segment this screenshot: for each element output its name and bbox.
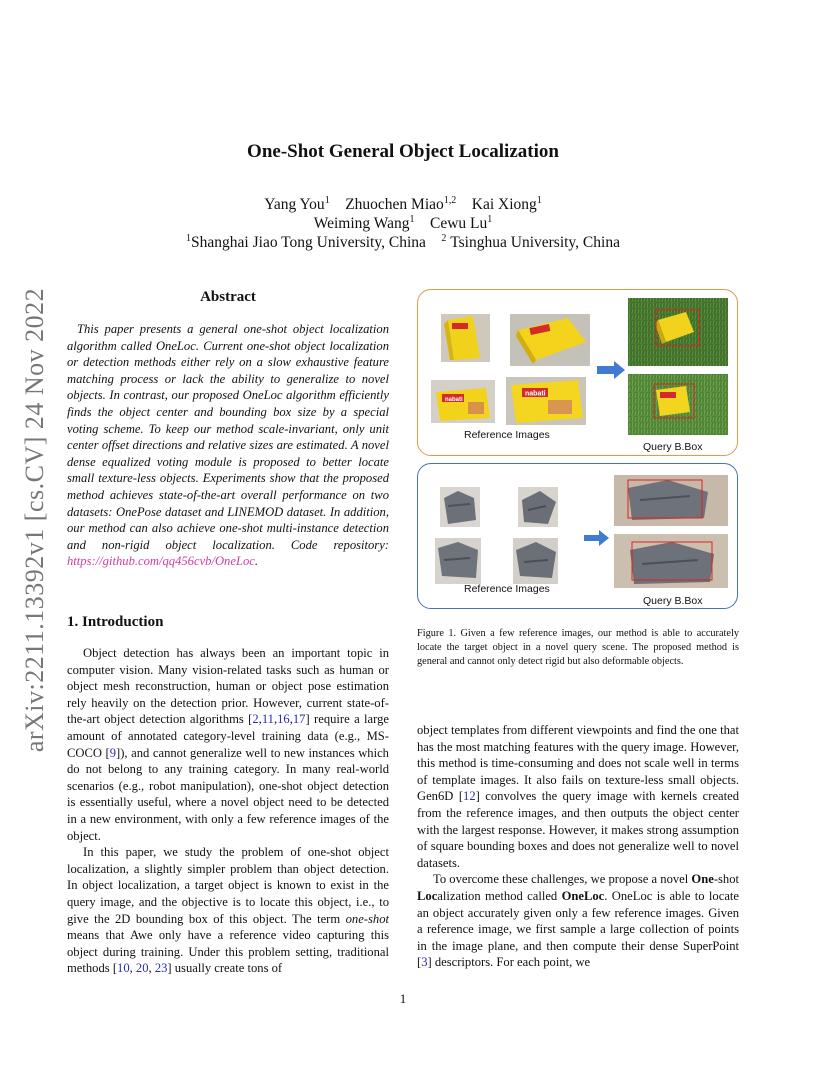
reference-images-label: Reference Images bbox=[464, 583, 550, 595]
reference-image bbox=[506, 377, 586, 425]
affiliations bbox=[0, 233, 806, 252]
author-affil: 1,2 bbox=[443, 195, 457, 206]
paper-title: One-Shot General Object Localization bbox=[247, 141, 559, 162]
right-column-text bbox=[417, 722, 739, 971]
intro-text bbox=[67, 645, 389, 977]
abstract-text: This paper presents a general one-shot object localization algorithm called OneLoc. Current one-shot object localization or detection methods either rely on a slow exhaustive feature matching process or lack the ability to generalize to novel objects. In contrast, our proposed OneLoc algorithm efficiently finds the object center and bounding box size by a special voting scheme. To keep our method scale-invariant, only unit center offset directions and relative sizes are estimated. A novel dense equalized voting module is proposed to better locate small texture-less objects. Experiments show that the proposed method achieves state-of-the-art overall performance on two datasets: OnePose dataset and LINEMOD dataset. In addition, our method can also achieve one-shot multi-instance detection and non-rigid object localization. Code repository: bbox=[67, 322, 389, 552]
bold-term: OneLoc bbox=[561, 888, 605, 903]
author: Yang You bbox=[264, 196, 325, 213]
citation[interactable]: 23 bbox=[154, 961, 168, 976]
citation[interactable]: 17 bbox=[292, 712, 306, 727]
reference-image bbox=[513, 538, 558, 584]
query-image bbox=[628, 298, 728, 366]
author: Cewu Lu bbox=[430, 215, 488, 232]
query-image bbox=[628, 374, 728, 435]
citation[interactable]: 12 bbox=[463, 789, 476, 804]
query-bbox-label: Query B.Box bbox=[643, 595, 703, 607]
emphasis: one-shot bbox=[345, 911, 389, 926]
section-heading-introduction: 1. Introduction bbox=[67, 614, 164, 630]
reference-image bbox=[441, 314, 490, 362]
affil-mark: 2 bbox=[441, 233, 447, 244]
arrow-icon bbox=[584, 530, 609, 546]
code-link[interactable]: https://github.com/qq456cvb/OneLoc bbox=[67, 554, 255, 569]
abstract-end: . bbox=[254, 554, 258, 569]
affil-mark: 1 bbox=[186, 233, 192, 244]
reference-image bbox=[518, 487, 558, 527]
query-bbox-label: Query B.Box bbox=[643, 441, 703, 453]
citation[interactable]: 10 bbox=[117, 961, 130, 976]
figure-caption: Figure 1. Given a few reference images, our method is able to accurately locate the target object in a novel query scene. The proposed method is general and cannot only detect rigid but also deformable objects. bbox=[417, 628, 739, 667]
intro-paragraph-2: In this paper, we study the problem of one-shot object localization, a slightly simpler problem than object detection. In object localization, a target object is known to exist in the query image, and the objective is to locate this object, i.e., to give the 2D bounding box of this object. The term one-shot means that Awe only have a reference video capturing this object during training. Under this problem setting, traditional methods [10, 20, 23] usually create tons of bbox=[67, 845, 389, 976]
author-affil: 1 bbox=[324, 195, 330, 206]
bold-term: Loc bbox=[417, 888, 438, 903]
reference-image bbox=[435, 538, 481, 584]
right-paragraph-1: object templates from different viewpoints and find the one that has the most matching features with the query image. However, this method is time-consuming and does not scale well in terms of template images. It also fails on texture-less small objects. Gen6D [12] convolves the query image with kernels created from the reference images, and then outputs the object center with the largest response. However, it makes strong assumption of square bounding boxes and does not generalize well to novel datasets. bbox=[417, 723, 740, 870]
reference-image bbox=[510, 314, 590, 366]
figure-panel-deformable bbox=[417, 463, 738, 609]
author: Zhuochen Miao bbox=[345, 196, 444, 213]
citation[interactable]: 20 bbox=[135, 961, 149, 976]
right-paragraph-2: To overcome these challenges, we propose a novel One-shot Localization method called OneLoc. OneLoc is able to locate an object accurately given only a few reference images. Given a reference image, we first sample a large collection of points in the image plane, and then compute their dense SuperPoint [3] descriptors. For each point, we bbox=[417, 872, 739, 970]
arxiv-id: arXiv:2211.13392v1 [cs.CV] 24 Nov 2022 bbox=[20, 287, 49, 753]
abstract-body bbox=[67, 321, 389, 570]
citation[interactable]: 16 bbox=[277, 712, 290, 727]
intro-paragraph-1: Object detection has always been an important topic in computer vision. Many vision-related tasks such as human or object mesh reconstruction, human or object pose estimation rely heavily on the detection prior. However, current state-of-the-art object detection algorithms [2,11,16,17] require a large amount of annotated category-level training data (e.g., MS-COCO [9]), and cannot generalize well to new instances which do not belong to any training category. In many real-world scenarios (e.g., robot manipulation), one-shot object detection is essentially useful, where a novel object need to be detected in a new environment, with only a few reference images of the object. bbox=[67, 646, 389, 843]
query-image bbox=[614, 475, 728, 526]
citation[interactable]: 3 bbox=[421, 955, 428, 970]
author-affil: 1 bbox=[487, 214, 493, 225]
affiliation: Shanghai Jiao Tong University, China bbox=[191, 234, 426, 251]
abstract-heading: Abstract bbox=[200, 289, 256, 305]
page-number: 1 bbox=[399, 991, 407, 1006]
bold-term: One bbox=[691, 872, 714, 887]
author-line-1 bbox=[0, 195, 806, 214]
brand-label: nabati bbox=[445, 397, 463, 403]
brand-label: nabati bbox=[525, 390, 546, 398]
author-affil: 1 bbox=[409, 214, 415, 225]
arrow-icon bbox=[597, 361, 625, 379]
author-block bbox=[0, 195, 806, 252]
citation[interactable]: 11 bbox=[261, 712, 274, 727]
figure-panel-rigid bbox=[417, 289, 738, 456]
author-affil: 1 bbox=[536, 195, 542, 206]
reference-images-label: Reference Images bbox=[464, 429, 550, 441]
affiliation: Tsinghua University, China bbox=[450, 234, 620, 251]
author-line-2 bbox=[0, 214, 806, 233]
reference-image bbox=[440, 487, 480, 527]
arxiv-stamp bbox=[15, 280, 55, 760]
figure-1 bbox=[417, 289, 738, 609]
author: Kai Xiong bbox=[471, 196, 537, 213]
author: Weiming Wang bbox=[313, 215, 410, 232]
citation[interactable]: 9 bbox=[109, 745, 117, 760]
reference-image bbox=[431, 380, 495, 423]
citation[interactable]: 2 bbox=[252, 712, 259, 727]
query-image bbox=[614, 534, 728, 588]
